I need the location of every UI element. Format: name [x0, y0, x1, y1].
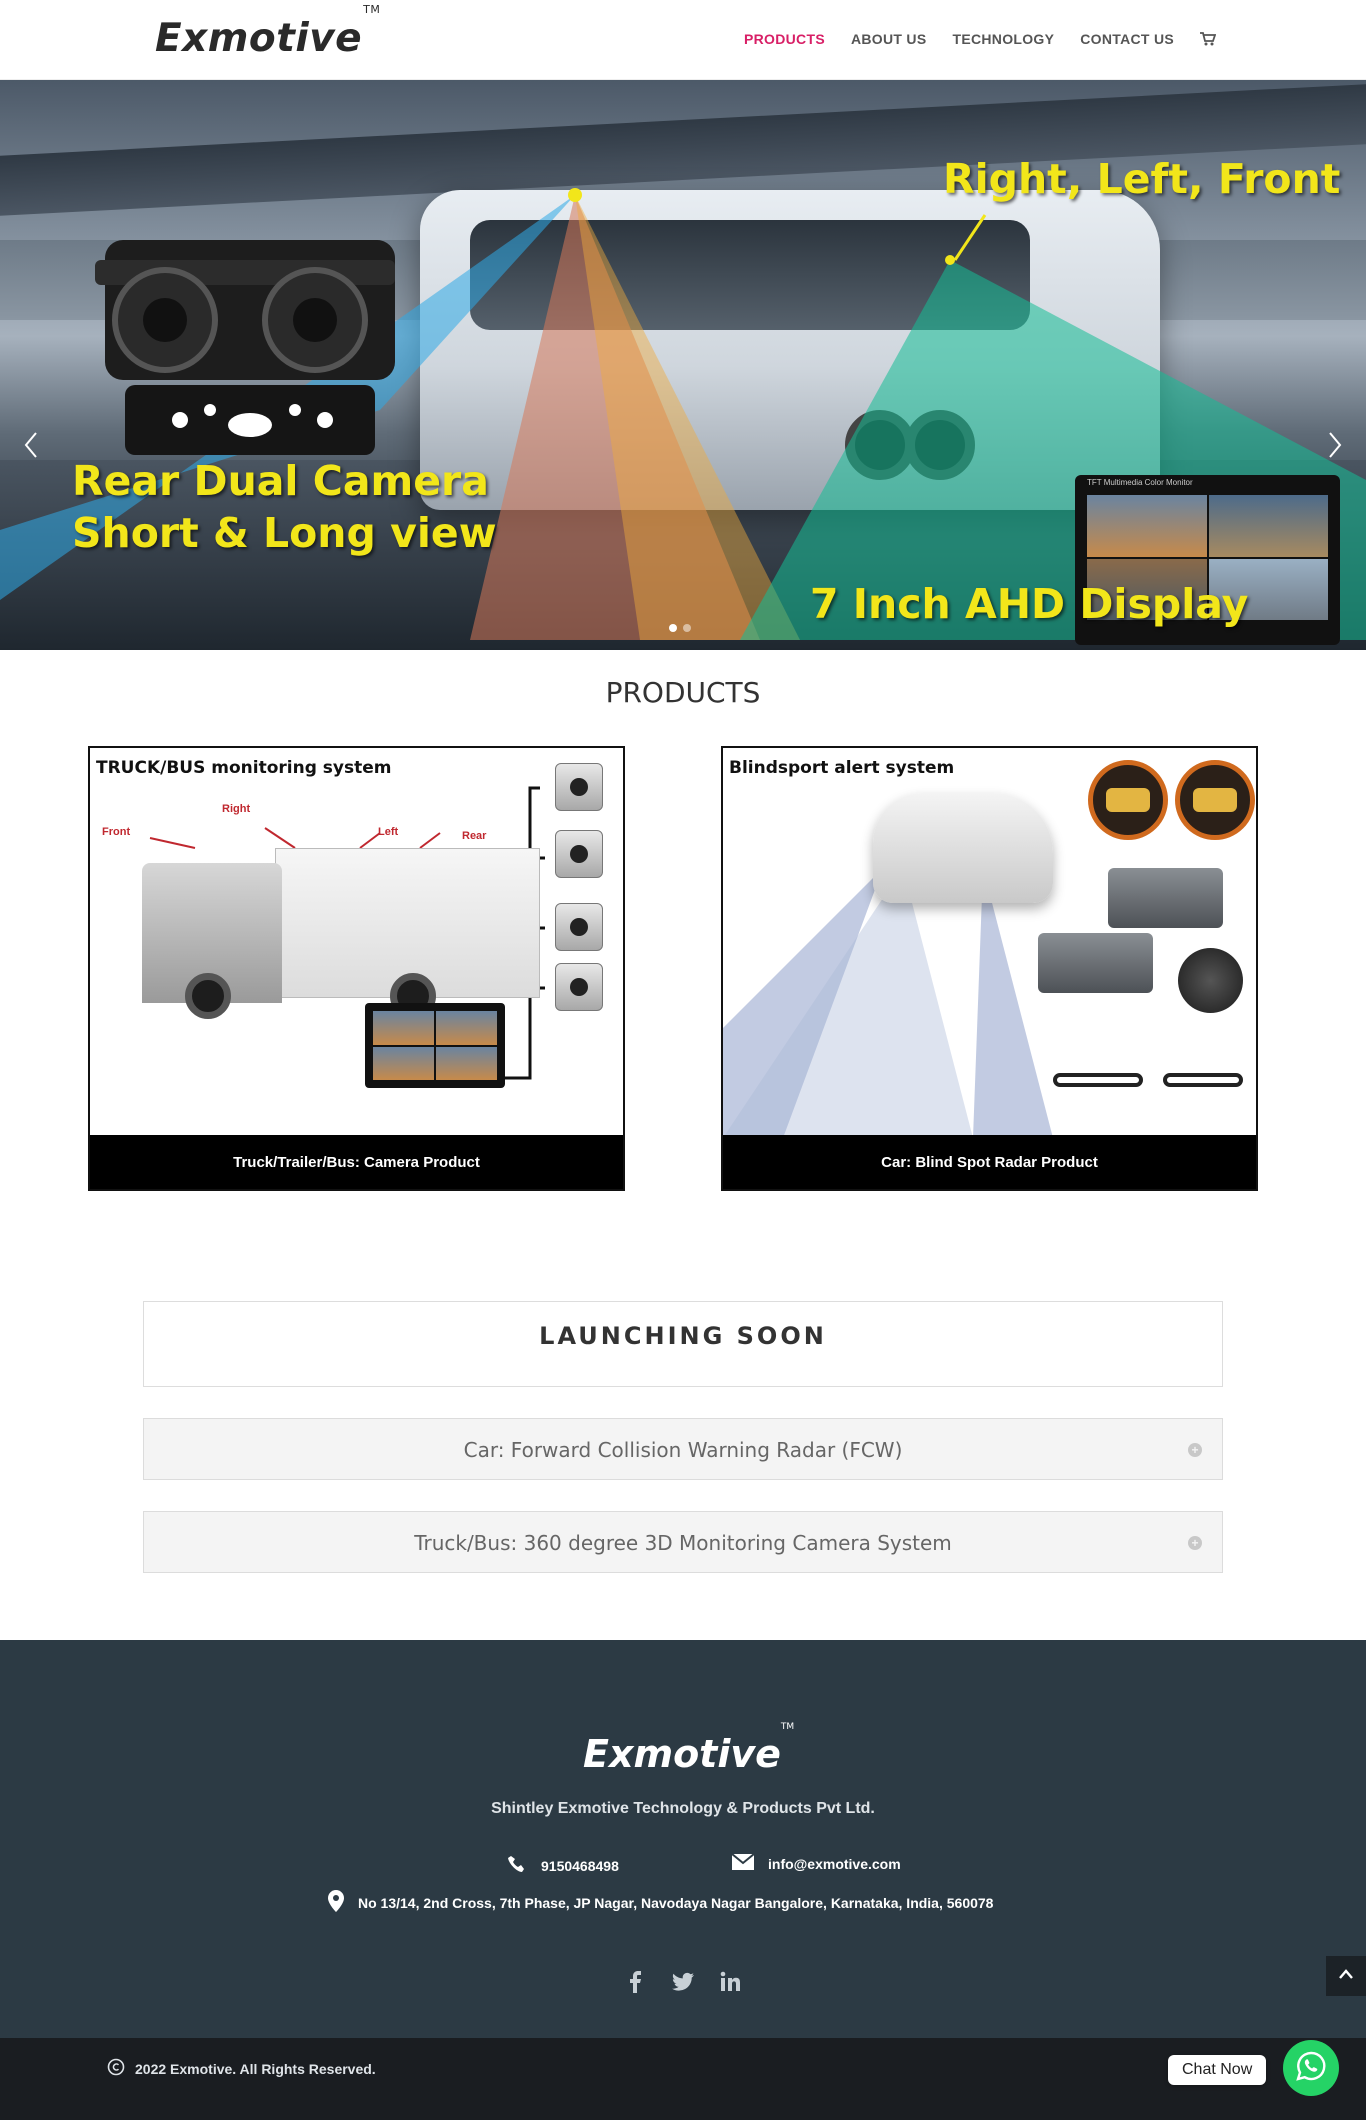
nav-technology[interactable]: TECHNOLOGY: [952, 31, 1055, 47]
plus-icon[interactable]: +: [1188, 1443, 1202, 1457]
accordion-fcw[interactable]: [143, 1418, 1223, 1480]
radar-module-image: [1108, 868, 1223, 928]
footer-bottom-bar: [0, 2038, 1366, 2120]
copyright: [107, 2058, 376, 2079]
main-nav: [744, 31, 1216, 47]
whatsapp-icon: [1295, 2050, 1327, 2087]
footer-address: [328, 1890, 993, 1915]
products-heading: PRODUCTS: [605, 676, 761, 709]
site-header: [0, 0, 1366, 80]
product-card-caption: Truck/Trailer/Bus: Camera Product: [90, 1135, 623, 1189]
slider-dot-2[interactable]: [683, 624, 691, 632]
footer-logo[interactable]: [583, 1722, 795, 1776]
cable-image: [1053, 1073, 1143, 1087]
buzzer-image: [1178, 948, 1243, 1013]
product-card-caption: Car: Blind Spot Radar Product: [723, 1135, 1256, 1189]
hero-callout-bottom: 7 Inch AHD Display: [810, 580, 1249, 628]
label-left: Left: [378, 826, 399, 838]
product-card-title: TRUCK/BUS monitoring system: [96, 758, 392, 778]
truck-monitor-image: [365, 1003, 505, 1088]
nav-contact-us[interactable]: CONTACT US: [1080, 31, 1174, 47]
hero-line-1: Rear Dual Camera: [72, 457, 489, 505]
launching-soon-box: [143, 1301, 1223, 1387]
chevron-up-icon: [1338, 1967, 1354, 1985]
site-footer: [0, 1640, 1366, 2038]
product-card-blindspot[interactable]: [721, 746, 1258, 1191]
slider-next-arrow[interactable]: [1320, 425, 1350, 465]
hero-line-2: Short & Long view: [72, 509, 497, 557]
hero-callout-top: Right, Left, Front: [943, 155, 1341, 203]
nav-products[interactable]: PRODUCTS: [744, 31, 825, 47]
footer-logo-tm: TM: [780, 1722, 795, 1733]
twitter-icon[interactable]: [671, 1970, 695, 1994]
slider-dots: [669, 624, 691, 632]
blindspot-indicator-icon: [1175, 760, 1255, 840]
cable-image: [1163, 1073, 1243, 1087]
truck-camera-icon: [555, 763, 603, 811]
facebook-icon[interactable]: [624, 1970, 648, 1994]
product-card-truck[interactable]: [88, 746, 625, 1191]
label-right: Right: [222, 803, 251, 815]
launching-soon-title: LAUNCHING SOON: [539, 1322, 827, 1350]
whatsapp-button[interactable]: [1283, 2040, 1339, 2096]
monitor-label: Multimedia Color Monitor: [1103, 478, 1193, 487]
product-card-title: Blindsport alert system: [729, 758, 955, 778]
chat-now-label[interactable]: Chat Now: [1168, 2055, 1266, 2085]
linkedin-icon[interactable]: [719, 1970, 743, 1994]
accordion-360-camera[interactable]: [143, 1511, 1223, 1573]
copyright-text: 2022 Exmotive. All Rights Reserved.: [135, 2060, 376, 2077]
truck-camera-icon: [555, 963, 603, 1011]
footer-company-name: Shintley Exmotive Technology & Products Pvt Ltd.: [491, 1800, 875, 1817]
plus-icon[interactable]: +: [1188, 1536, 1202, 1550]
label-front: Front: [102, 826, 131, 838]
cart-icon[interactable]: [1200, 32, 1216, 46]
truck-wheel: [185, 973, 231, 1019]
footer-logo-text: Exmotive: [583, 1732, 781, 1776]
slider-dot-1[interactable]: [669, 624, 677, 632]
scroll-to-top-button[interactable]: [1326, 1956, 1366, 1996]
email-address: info@exmotive.com: [768, 1855, 901, 1872]
logo-tm: TM: [363, 3, 381, 16]
monitor-brand: TFT: [1087, 478, 1102, 487]
footer-phone[interactable]: [507, 1854, 619, 1877]
radar-module-image: [1038, 933, 1153, 993]
location-pin-icon: [328, 1890, 344, 1915]
phone-icon: [507, 1854, 527, 1877]
blindspot-indicator-icon: [1088, 760, 1168, 840]
hero-headline: [72, 455, 497, 559]
accordion-label: Car: Forward Collision Warning Radar (FCW): [463, 1438, 903, 1462]
truck-camera-icon: [555, 830, 603, 878]
envelope-icon: [732, 1854, 754, 1873]
logo-text: Exmotive: [155, 16, 363, 61]
copyright-icon: [107, 2058, 125, 2079]
address-text: No 13/14, 2nd Cross, 7th Phase, JP Nagar, Navodaya Nagar Bangalore, Karnataka, India, 560078: [358, 1894, 994, 1911]
label-rear: Rear: [462, 830, 487, 842]
site-logo[interactable]: [155, 3, 381, 61]
slider-prev-arrow[interactable]: [16, 425, 46, 465]
truck-camera-icon: [555, 903, 603, 951]
accordion-label: Truck/Bus: 360 degree 3D Monitoring Camera System: [414, 1531, 952, 1555]
footer-email[interactable]: [732, 1854, 901, 1873]
nav-about-us[interactable]: ABOUT US: [850, 31, 927, 47]
car-image: [873, 793, 1053, 903]
phone-number: 9150468498: [541, 1857, 619, 1874]
